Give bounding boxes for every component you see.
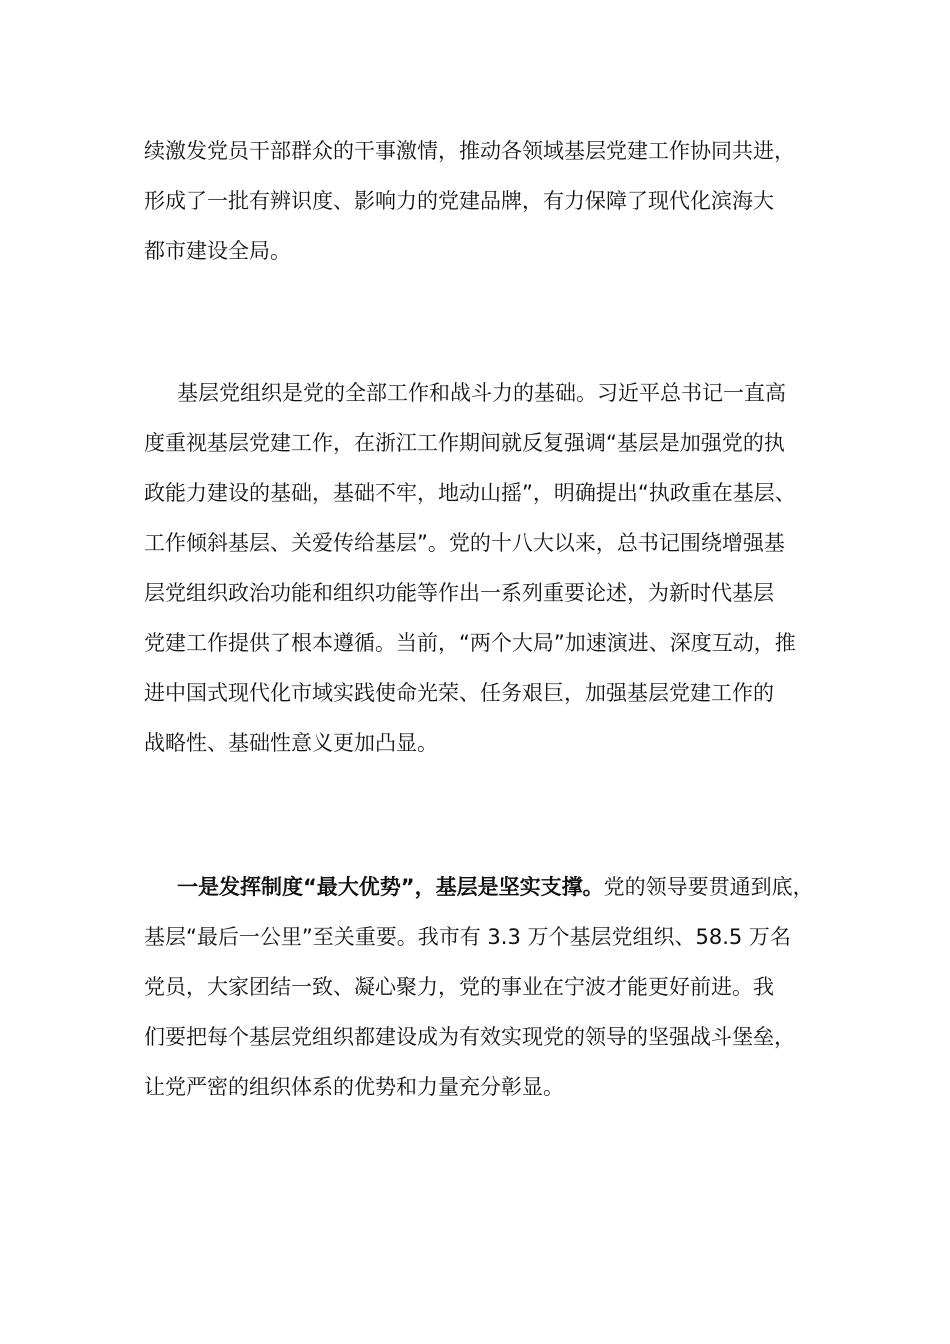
bold-heading-text: 一是发挥制度“最大优势”，基层是坚实支撑。 [177, 875, 604, 899]
text-line: 政能力建设的基础，基础不牢，地动山摇”，明确提出“执政重在基层、 [144, 481, 796, 505]
paragraph-institutional-advantage [144, 862, 812, 1112]
text-line: 基层“最后一公里”至关重要。我市有 3.3 万个基层党组织、58.5 万名 [144, 925, 791, 949]
paragraph-continuation [144, 126, 812, 276]
text-line: 续激发党员干部群众的干事激情，推动各领域基层党建工作协同共进， [144, 139, 795, 163]
paragraph-basic-organization [144, 368, 812, 768]
text-line: 基层党组织是党的全部工作和战斗力的基础。习近平总书记一直高 [177, 381, 786, 405]
text-line: 战略性、基础性意义更加凸显。 [144, 731, 438, 755]
text-line: 度重视基层党建工作，在浙江工作期间就反复强调“基层是加强党的执 [144, 431, 785, 455]
text-line: 工作倾斜基层、关爱传给基层”。党的十八大以来，总书记围绕增强基 [144, 531, 785, 555]
text-line: 们要把每个基层党组织都建设成为有效实现党的领导的坚强战斗堡垒， [144, 1025, 795, 1049]
text-line: 党员，大家团结一致、凝心聚力，党的事业在宁波才能更好前进。我 [144, 975, 774, 999]
text-line: 进中国式现代化市域实践使命光荣、任务艰巨，加强基层党建工作的 [144, 681, 774, 705]
text-line: 形成了一批有辨识度、影响力的党建品牌，有力保障了现代化滨海大 [144, 189, 774, 213]
text-line: 都市建设全局。 [144, 239, 291, 263]
text-line: 层党组织政治功能和组织功能等作出一系列重要论述，为新时代基层 [144, 581, 774, 605]
text-line-first [144, 862, 812, 912]
text-run: 党的领导要贯通到底， [603, 875, 814, 899]
text-line: 党建工作提供了根本遵循。当前，“两个大局”加速演进、深度互动，推 [144, 631, 796, 655]
text-line: 让党严密的组织体系的优势和力量充分彰显。 [144, 1075, 564, 1099]
